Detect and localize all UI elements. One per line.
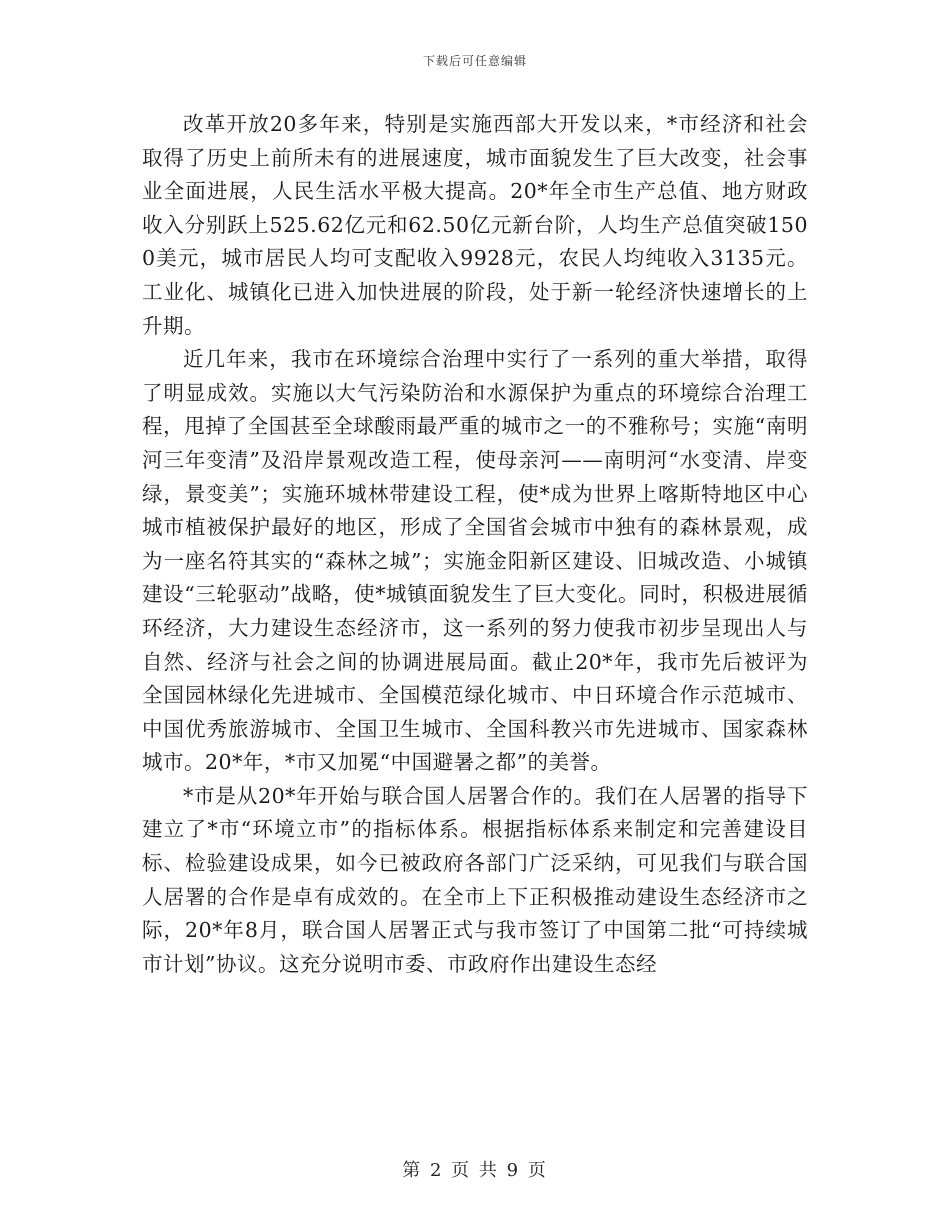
page-number: 第 2 页 共 9 页 [402, 1160, 548, 1181]
page-header-note: 下载后可任意编辑 [422, 54, 527, 68]
paragraph-3: *市是从20*年开始与联合国人居署合作的。我们在人居署的指导下建立了*市“环境立市”的指标体系。根据指标体系来制定和完善建设目标、检验建设成果，如今已被政府各部门广泛采纳，可见我们与联合国人居署的合作是卓有成效的。在全市上下正积极推动建设生态经济市之际，20*年8月，联合国人居署正式与我市签订了中国第二批“可持续城市计划”协议。这充分说明市委、市政府作出建设生态经 [142, 783, 808, 976]
document-body [142, 108, 808, 981]
paragraph-2: 近几年来，我市在环境综合治理中实行了一系列的重大举措，取得了明显成效。实施以大气污染防治和水源保护为重点的环境综合治理工程，甩掉了全国甚至全球酸雨最严重的城市之一的不雅称号；实施“南明河三年变清”及沿岸景观改造工程，使母亲河——南明河“水变清、岸变绿，景变美”；实施环城林带建设工程，使*成为世界上喀斯特地区中心城市植被保护最好的地区，形成了全国省会城市中独有的森林景观，成为一座名符其实的“森林之城”；实施金阳新区建设、旧城改造、小城镇建设“三轮驱动”战略，使*城镇面貌发生了巨大变化。同时，积极进展循环经济，大力建设生态经济市，这一系列的努力使我市初步呈现出人与自然、经济与社会之间的协调进展局面。截止20*年，我市先后被评为全国园林绿化先进城市、全国模范绿化城市、中日环境合作示范城市、中国优秀旅游城市、全国卫生城市、全国科教兴市先进城市、国家森林城市。20*年，*市又加冕“中国避暑之都”的美誉。 [142, 347, 808, 775]
paragraph-1: 改革开放20多年来，特别是实施西部大开发以来，*市经济和社会取得了历史上前所未有的进展速度，城市面貌发生了巨大改变，社会事业全面进展，人民生活水平极大提高。20*年全市生产总值、地方财政收入分别跃上525.62亿元和62.50亿元新台阶，人均生产总值突破1500美元，城市居民人均可支配收入9928元，农民人均纯收入3135元。工业化、城镇化已进入加快进展的阶段，处于新一轮经济快速增长的上升期。 [142, 112, 808, 338]
